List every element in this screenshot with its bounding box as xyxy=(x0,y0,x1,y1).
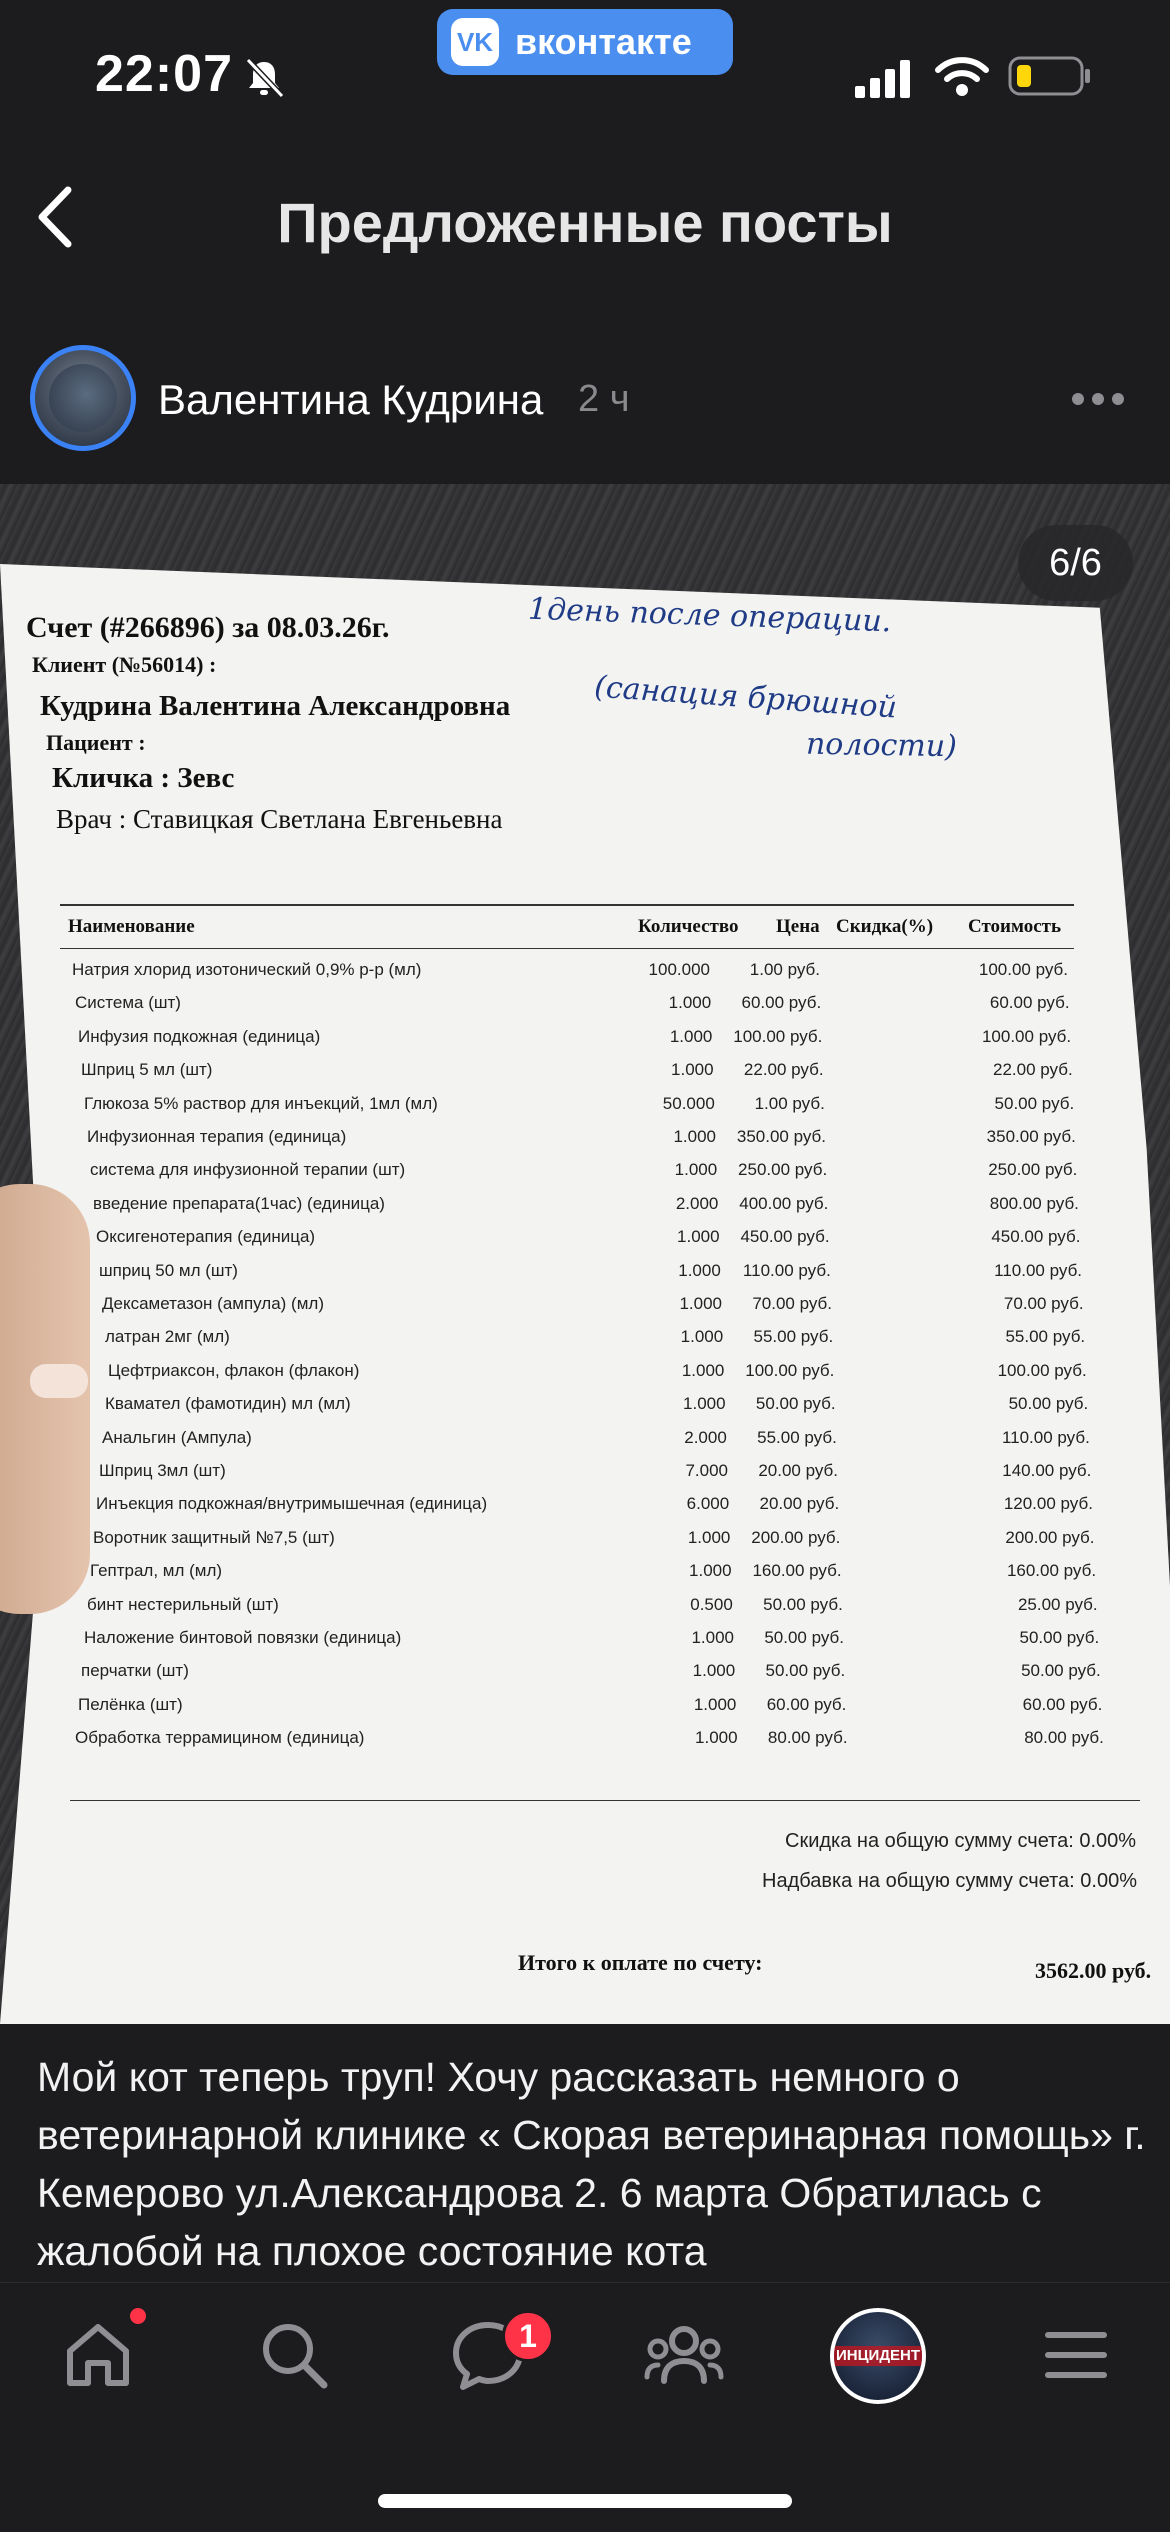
invoice-row-price: 50.00 руб. xyxy=(764,1628,844,1647)
invoice-row-price: 55.00 руб. xyxy=(753,1327,834,1347)
invoice-total-label: Итого к оплате по счету: xyxy=(518,1950,763,1975)
invoice-row-name: Анальгин (Ампула) xyxy=(102,1427,252,1447)
invoice-row-total: 70.00 руб. xyxy=(1003,1294,1084,1313)
cellular-signal-icon xyxy=(853,58,913,98)
invoice-row xyxy=(0,1361,1170,1394)
bell-off-icon xyxy=(242,56,286,100)
invoice-row-price: 350.00 руб. xyxy=(736,1127,826,1146)
home-icon xyxy=(60,2317,136,2393)
col-header-qty: Количество xyxy=(638,916,739,937)
invoice-row-price: 50.00 руб. xyxy=(765,1661,846,1681)
invoice-row-total: 110.00 руб. xyxy=(1001,1427,1090,1447)
invoice-row-qty: 0.500 xyxy=(690,1594,733,1614)
invoice-row-total: 800.00 руб. xyxy=(989,1193,1079,1213)
invoice-client-label: Клиент (№56014) : xyxy=(32,652,217,677)
invoice-row-price: 80.00 руб. xyxy=(767,1728,848,1748)
invoice-row-qty: 1.000 xyxy=(669,1026,713,1046)
invoice-row-name: Глюкоза 5% раствор для инъекций, 1мл (мл) xyxy=(84,1093,438,1113)
invoice-row-total: 25.00 руб. xyxy=(1017,1594,1098,1614)
invoice-row xyxy=(0,1695,1170,1728)
invoice-row-qty: 1.000 xyxy=(678,1260,721,1280)
invoice-row-total: 250.00 руб. xyxy=(988,1160,1078,1180)
invoice-row-name: Инфузионная терапия (единица) xyxy=(87,1127,347,1146)
vk-return-pill[interactable] xyxy=(437,9,733,75)
post-text[interactable]: Мой кот теперь труп! Хочу рассказать немного о ветеринарной клинике « Скорая ветеринарная помощь» г. Кемерово ул.Александрова 2. 6 марта Обратилась с жалобой на плохое состояние кота xyxy=(37,2054,1146,2274)
invoice-row-total: 140.00 руб. xyxy=(1002,1461,1092,1480)
invoice-row-total: 120.00 руб. xyxy=(1003,1494,1093,1514)
search-icon xyxy=(256,2317,332,2393)
invoice-row-qty: 1.000 xyxy=(674,1160,718,1180)
invoice-row xyxy=(0,1027,1170,1060)
invoice-row-qty: 2.000 xyxy=(684,1427,727,1447)
handwritten-note-line: полости) xyxy=(805,726,958,765)
invoice-row-total: 350.00 руб. xyxy=(986,1127,1076,1146)
invoice-row xyxy=(0,1394,1170,1427)
invoice-row-name: Воротник защитный №7,5 (шт) xyxy=(93,1527,335,1547)
invoice-row-qty: 1.000 xyxy=(668,993,712,1013)
invoice-row-name: Система (шт) xyxy=(75,993,181,1013)
invoice-row-price: 250.00 руб. xyxy=(738,1160,828,1180)
invoice-row-total: 22.00 руб. xyxy=(992,1060,1073,1080)
invoice-row-name: Шприц 5 мл (шт) xyxy=(81,1060,213,1080)
invoice-row-price: 160.00 руб. xyxy=(752,1561,842,1581)
invoice-row-name: Гептрал, мл (мл) xyxy=(90,1561,223,1581)
invoice-row-qty: 1.000 xyxy=(671,1060,714,1080)
invoice-doctor: Врач : Ставицкая Светлана Евгеньевна xyxy=(56,804,503,834)
invoice-title: Счет (#266896) за 08.03.26г. xyxy=(26,611,390,644)
invoice-row-price: 1.00 руб. xyxy=(749,960,820,979)
tab-home[interactable] xyxy=(58,2315,138,2395)
invoice-row-name: Шприц 3мл (шт) xyxy=(99,1461,226,1480)
invoice-row xyxy=(0,1227,1170,1260)
table-top-rule xyxy=(60,904,1074,906)
invoice-row-total: 55.00 руб. xyxy=(1005,1327,1086,1347)
invoice-row-total: 450.00 руб. xyxy=(991,1227,1081,1247)
invoice-row-price: 20.00 руб. xyxy=(758,1461,838,1480)
invoice-row xyxy=(0,1327,1170,1360)
invoice-row-name: шприц 50 мл (шт) xyxy=(99,1260,238,1280)
invoice-pet-name: Кличка : Зевс xyxy=(52,762,235,794)
invoice-row-qty: 1.000 xyxy=(677,1227,720,1247)
table-bottom-rule xyxy=(70,1800,1140,1801)
status-bar xyxy=(0,0,1170,150)
author-avatar[interactable] xyxy=(30,345,136,451)
handwritten-note-line: (санация брюшной xyxy=(593,669,899,726)
invoice-row xyxy=(0,1461,1170,1494)
profile-avatar-tag: ИНЦИДЕНТ xyxy=(835,2347,921,2364)
invoice-row-name: Натрия хлорид изотонический 0,9% р-р (мл) xyxy=(72,960,422,979)
invoice-row xyxy=(0,1628,1170,1661)
invoice-row-qty: 1.000 xyxy=(681,1360,725,1380)
invoice-row-name: введение препарата(1час) (единица) xyxy=(93,1193,385,1213)
invoice-row-qty: 1.000 xyxy=(693,1694,737,1714)
invoice-row-price: 60.00 руб. xyxy=(766,1694,847,1714)
page-title: Предложенные посты xyxy=(277,191,893,254)
invoice-row-total: 50.00 руб. xyxy=(1021,1661,1101,1681)
vk-pill-label: вконтакте xyxy=(515,21,692,62)
home-notification-dot xyxy=(130,2308,146,2324)
invoice-row-price: 60.00 руб. xyxy=(741,993,822,1013)
invoice-row-price: 110.00 руб. xyxy=(742,1260,831,1280)
invoice-row-name: Обработка террамицином (единица) xyxy=(75,1728,365,1748)
tab-friends[interactable] xyxy=(644,2315,724,2395)
table-header-rule xyxy=(60,948,1074,949)
invoice-row-price: 20.00 руб. xyxy=(759,1494,840,1514)
invoice-row-qty: 1.000 xyxy=(680,1327,724,1347)
invoice-row-price: 200.00 руб. xyxy=(751,1527,841,1547)
invoice-row-name: перчатки (шт) xyxy=(81,1661,189,1681)
col-header-name: Наименование xyxy=(68,916,195,937)
invoice-row-name: Дексаметазон (ампула) (мл) xyxy=(102,1294,324,1313)
more-options-icon[interactable] xyxy=(1070,384,1126,414)
col-header-total: Стоимость xyxy=(968,916,1062,937)
invoice-row-price: 400.00 руб. xyxy=(739,1193,829,1213)
tab-menu[interactable] xyxy=(1036,2315,1116,2395)
invoice-row-total: 60.00 руб. xyxy=(1022,1694,1103,1714)
invoice-patient-label: Пациент : xyxy=(46,730,146,755)
photo-counter-badge: 6/6 xyxy=(1018,525,1133,601)
invoice-row-price: 450.00 руб. xyxy=(740,1227,830,1247)
col-header-discount: Скидка(%) xyxy=(836,916,934,937)
friends-icon xyxy=(644,2317,724,2393)
invoice-row-name: бинт нестерильный (шт) xyxy=(87,1594,279,1614)
invoice-discount-line: Скидка на общую сумму счета: 0.00% xyxy=(785,1830,1137,1852)
invoice-row xyxy=(0,1561,1170,1594)
invoice-row-qty: 1.000 xyxy=(691,1628,734,1647)
invoice-row-name: Пелёнка (шт) xyxy=(78,1694,183,1714)
invoice-row-qty: 1.000 xyxy=(695,1728,738,1748)
invoice-row-price: 100.00 руб. xyxy=(733,1026,823,1046)
invoice-row xyxy=(0,960,1170,993)
invoice-row-total: 100.00 руб. xyxy=(978,960,1068,979)
invoice-row-qty: 1.000 xyxy=(673,1127,716,1146)
invoice-row-name: Инъекция подкожная/внутримышечная (единица) xyxy=(96,1494,488,1514)
invoice-row xyxy=(0,1528,1170,1561)
invoice-row-name: латран 2мг (мл) xyxy=(105,1327,230,1347)
status-time: 22:07 xyxy=(95,45,233,103)
invoice-row-total: 110.00 руб. xyxy=(994,1260,1083,1280)
invoice-row-total: 200.00 руб. xyxy=(1005,1527,1095,1547)
invoice-row-price: 70.00 руб. xyxy=(752,1294,832,1313)
invoice-row xyxy=(0,993,1170,1026)
post-time: 2 ч xyxy=(578,378,630,420)
invoice-row-qty: 6.000 xyxy=(686,1494,730,1514)
author-name[interactable]: Валентина Кудрина xyxy=(158,376,544,423)
invoice-row xyxy=(0,1428,1170,1461)
invoice-row-total: 160.00 руб. xyxy=(1006,1561,1097,1581)
invoice-row xyxy=(0,1728,1170,1761)
invoice-row-name: Оксигенотерапия (единица) xyxy=(96,1227,316,1247)
col-header-price: Цена xyxy=(776,916,820,937)
invoice-row xyxy=(0,1094,1170,1127)
invoice-row-total: 50.00 руб. xyxy=(994,1093,1075,1113)
invoice-row-qty: 1.000 xyxy=(683,1394,726,1414)
invoice-row-total: 100.00 руб. xyxy=(981,1026,1072,1046)
invoice-client-name: Кудрина Валентина Александровна xyxy=(40,690,511,722)
invoice-row xyxy=(0,1661,1170,1694)
invoice-row xyxy=(0,1160,1170,1193)
wifi-icon xyxy=(934,54,990,98)
invoice-row xyxy=(0,1595,1170,1628)
invoice-row-qty: 1.000 xyxy=(679,1294,722,1313)
invoice-row-qty: 1.000 xyxy=(692,1661,736,1681)
invoice-row xyxy=(0,1127,1170,1160)
tab-profile-avatar[interactable] xyxy=(830,2308,926,2404)
invoice-row-name: Наложение бинтовой повязки (единица) xyxy=(84,1628,402,1647)
invoice-row-price: 1.00 руб. xyxy=(754,1093,825,1113)
invoice-row-name: Инфузия подкожная (единица) xyxy=(78,1026,321,1046)
invoice-row-name: система для инфузионной терапии (шт) xyxy=(90,1160,406,1180)
invoice-row-price: 55.00 руб. xyxy=(757,1427,837,1447)
invoice-surcharge-line: Надбавка на общую сумму счета: 0.00% xyxy=(762,1870,1137,1892)
tab-search[interactable] xyxy=(254,2315,334,2395)
invoice-row xyxy=(0,1494,1170,1527)
vk-logo-icon: VK xyxy=(451,18,499,66)
invoice-row-total: 100.00 руб. xyxy=(997,1360,1087,1380)
invoice-row xyxy=(0,1261,1170,1294)
invoice-row-name: Цефтриаксон, флакон (флакон) xyxy=(108,1360,360,1380)
invoice-total-value: 3562.00 руб. xyxy=(1035,1958,1152,1983)
invoice-row-name: Квамател (фамотидин) мл (мл) xyxy=(105,1394,351,1414)
invoice-row-qty: 100.000 xyxy=(648,960,710,979)
invoice-row-qty: 1.000 xyxy=(689,1561,732,1581)
invoice-row-price: 22.00 руб. xyxy=(743,1060,824,1080)
menu-icon xyxy=(1038,2317,1114,2393)
invoice-row-total: 50.00 руб. xyxy=(1019,1628,1100,1647)
invoice-row-price: 100.00 руб. xyxy=(745,1360,835,1380)
battery-icon xyxy=(1008,56,1092,96)
invoice-row-qty: 2.000 xyxy=(675,1193,719,1213)
invoice-row-price: 50.00 руб. xyxy=(763,1594,843,1614)
invoice-row-qty: 1.000 xyxy=(687,1527,731,1547)
invoice-row-total: 50.00 руб. xyxy=(1008,1394,1089,1414)
invoice-row-total: 80.00 руб. xyxy=(1024,1728,1104,1748)
messages-badge: 1 xyxy=(502,2310,554,2362)
home-indicator xyxy=(378,2494,792,2508)
invoice-row xyxy=(0,1194,1170,1227)
invoice-row xyxy=(0,1060,1170,1093)
handwritten-note-line: 1день после операции. xyxy=(527,591,892,640)
invoice-row xyxy=(0,1294,1170,1327)
invoice-row-qty: 50.000 xyxy=(662,1093,715,1113)
invoice-row-qty: 7.000 xyxy=(685,1461,728,1480)
invoice-row-total: 60.00 руб. xyxy=(989,993,1070,1013)
invoice-row-price: 50.00 руб. xyxy=(755,1394,836,1414)
